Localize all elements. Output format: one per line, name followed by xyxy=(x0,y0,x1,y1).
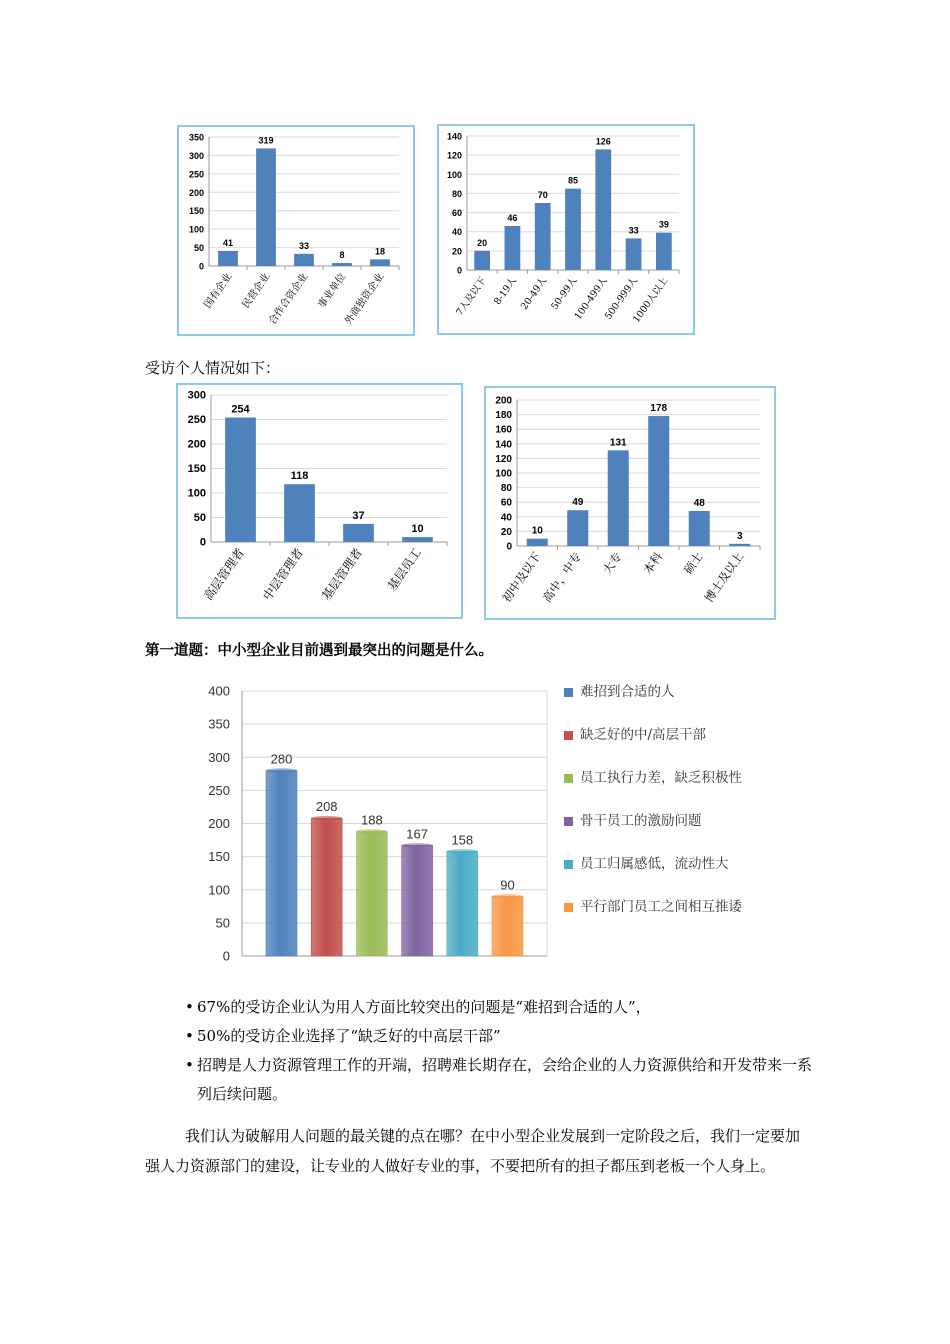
y-tick-label: 0 xyxy=(198,261,204,272)
bar xyxy=(689,511,710,546)
finding-item: • 67%的受访企业认为用人方面比较突出的问题是“难招到合适的人”， xyxy=(185,993,815,1022)
bar xyxy=(294,254,314,266)
y-tick-label: 350 xyxy=(208,716,230,732)
category-label: 500-999人 xyxy=(602,275,641,322)
data-label: 158 xyxy=(451,832,474,848)
category-label: 20-49人 xyxy=(519,275,550,312)
y-tick-label: 200 xyxy=(187,438,206,451)
category-label: 大专 xyxy=(600,549,625,577)
legend-item xyxy=(564,812,750,831)
data-label: 46 xyxy=(507,212,518,223)
intro-text: 受访个人情况如下： xyxy=(145,359,281,377)
bar xyxy=(284,484,315,542)
y-tick-label: 0 xyxy=(456,265,462,276)
legend-label: 平行部门员工之间相互推诿 xyxy=(580,899,742,915)
legend-label: 骨干员工的激励问题 xyxy=(580,813,702,829)
bar xyxy=(356,831,387,956)
y-tick-label: 80 xyxy=(500,483,512,495)
category-label: 民营企业 xyxy=(240,271,273,311)
y-tick-label: 80 xyxy=(451,188,462,199)
legend-item xyxy=(564,855,750,874)
data-label: 39 xyxy=(658,219,669,230)
data-label: 188 xyxy=(361,812,383,828)
category-label: 事业单位 xyxy=(316,271,349,311)
bar xyxy=(527,539,548,546)
legend-item xyxy=(564,898,750,917)
bar xyxy=(567,510,588,546)
y-tick-label: 150 xyxy=(188,206,204,217)
data-label: 49 xyxy=(572,497,584,509)
category-label: 外商独资企业 xyxy=(343,271,387,327)
y-tick-label: 120 xyxy=(446,150,462,161)
data-label: 33 xyxy=(298,240,310,251)
enterprise-size-chart-svg xyxy=(439,126,693,333)
legend-item xyxy=(564,769,750,788)
y-tick-label: 150 xyxy=(187,463,206,475)
y-tick-label: 180 xyxy=(495,410,512,422)
y-tick-label: 50 xyxy=(215,915,230,931)
data-label: 85 xyxy=(567,175,579,186)
data-label: 254 xyxy=(231,403,250,416)
y-tick-label: 200 xyxy=(495,395,512,407)
category-label: 基层管理者 xyxy=(319,545,365,603)
data-label: 70 xyxy=(537,190,548,200)
bar xyxy=(332,263,352,266)
bar xyxy=(256,148,276,266)
category-label: 高层管理者 xyxy=(201,545,247,603)
y-tick-label: 60 xyxy=(500,497,512,509)
data-label: 208 xyxy=(315,799,338,815)
category-label: 8-19人 xyxy=(492,275,519,307)
legend-label: 难招到合适的人 xyxy=(580,684,675,700)
y-tick-label: 150 xyxy=(208,849,230,865)
data-label: 10 xyxy=(531,525,543,537)
data-label: 319 xyxy=(258,135,274,146)
finding-item: • 招聘是人力资源管理工作的开端，招聘难长期存在，会给企业的人力资源供给和开发带来一系列后续问题。 xyxy=(185,1051,815,1109)
y-tick-label: 40 xyxy=(500,512,512,524)
y-tick-label: 50 xyxy=(193,243,204,254)
y-tick-label: 200 xyxy=(208,816,230,831)
bar xyxy=(492,896,523,956)
education-chart xyxy=(484,386,776,620)
y-tick-label: 100 xyxy=(208,882,230,898)
bar-top xyxy=(447,849,478,853)
data-label: 118 xyxy=(290,470,309,483)
bar-top xyxy=(311,816,342,820)
y-tick-label: 0 xyxy=(222,948,230,964)
legend-label: 员工归属感低，流动性大 xyxy=(580,856,729,872)
enterprise-type-chart-svg xyxy=(179,127,413,334)
category-label: 博士及以上 xyxy=(701,549,747,605)
legend-swatch xyxy=(564,688,573,697)
bar xyxy=(225,418,256,542)
legend-item xyxy=(564,726,750,745)
bar xyxy=(565,189,581,270)
data-label: 178 xyxy=(650,403,668,415)
y-tick-label: 100 xyxy=(188,224,204,235)
finding-item: • 50%的受访企业选择了“缺乏好的中高层干部” xyxy=(185,1022,815,1051)
category-label: 国有企业 xyxy=(202,271,235,311)
bar xyxy=(343,524,374,542)
legend-swatch xyxy=(564,731,573,740)
legend-swatch xyxy=(564,774,573,783)
data-label: 41 xyxy=(222,237,234,248)
question-heading: 第一道题：中小型企业目前遇到最突出的问题是什么。 xyxy=(145,643,493,659)
data-label: 48 xyxy=(693,497,705,509)
data-label: 33 xyxy=(628,225,639,236)
category-label: 硕士 xyxy=(681,549,706,577)
bar xyxy=(535,203,551,270)
y-tick-label: 250 xyxy=(208,782,230,798)
bar xyxy=(370,259,390,266)
category-label: 合作合资企业 xyxy=(267,271,311,327)
legend-swatch xyxy=(564,860,573,869)
y-tick-label: 160 xyxy=(495,424,512,436)
finding-list xyxy=(185,993,815,1109)
legend-label: 员工执行力差，缺乏积极性 xyxy=(580,770,742,786)
bar-top xyxy=(356,829,387,833)
bar xyxy=(474,251,490,270)
data-label: 37 xyxy=(352,509,365,522)
category-label: 7人及以下 xyxy=(454,275,489,318)
y-tick-label: 200 xyxy=(188,187,204,198)
data-label: 10 xyxy=(411,523,424,536)
y-tick-label: 140 xyxy=(446,131,462,142)
y-tick-label: 120 xyxy=(495,453,512,465)
y-tick-label: 100 xyxy=(446,169,462,180)
data-label: 20 xyxy=(477,237,488,248)
category-label: 基层员工 xyxy=(384,545,424,594)
y-tick-label: 20 xyxy=(451,246,462,257)
data-label: 18 xyxy=(374,246,386,257)
bar-top xyxy=(492,894,523,898)
y-tick-label: 60 xyxy=(451,208,462,219)
y-tick-label: 40 xyxy=(451,227,462,238)
y-tick-label: 350 xyxy=(188,132,204,143)
y-tick-label: 100 xyxy=(495,468,512,480)
data-label: 131 xyxy=(609,437,627,449)
data-label: 3 xyxy=(736,530,743,542)
y-tick-label: 0 xyxy=(506,541,512,553)
enterprise-size-chart xyxy=(437,124,695,335)
bar xyxy=(595,149,611,270)
position-level-chart xyxy=(176,383,463,619)
category-label: 初中及以下 xyxy=(499,549,544,605)
bar-top xyxy=(266,768,297,772)
category-label: 1000人以上 xyxy=(631,275,671,325)
bar-top xyxy=(402,843,433,847)
bar xyxy=(218,251,238,266)
category-label: 中层管理者 xyxy=(260,545,306,603)
education-chart-svg xyxy=(486,388,774,618)
category-label: 100-499人 xyxy=(572,275,610,322)
conclusion-paragraph: 我们认为破解用人问题的最关键的点在哪？在中小型企业发展到一定阶段之后，我们一定要加强人力资源部门的建设，让专业的人做好专业的事，不要把所有的担子都压到老板一个人身上。 xyxy=(145,1127,801,1175)
category-label: 50-99人 xyxy=(549,275,580,312)
bar xyxy=(648,416,669,546)
y-tick-label: 300 xyxy=(187,389,206,402)
legend-swatch xyxy=(564,817,573,826)
data-label: 280 xyxy=(270,751,293,767)
data-label: 90 xyxy=(500,877,515,893)
y-tick-label: 250 xyxy=(187,414,206,426)
enterprise-type-chart xyxy=(177,125,415,336)
category-label: 本科 xyxy=(640,549,666,577)
y-tick-label: 300 xyxy=(188,150,204,161)
y-tick-label: 300 xyxy=(208,749,230,765)
bar xyxy=(608,450,629,546)
y-tick-label: 140 xyxy=(495,439,512,451)
bar xyxy=(402,537,433,542)
data-label: 8 xyxy=(339,250,345,261)
bar xyxy=(505,226,521,270)
bar xyxy=(311,818,342,956)
category-label: 高中，中专 xyxy=(539,549,585,605)
bar xyxy=(402,845,433,956)
bar xyxy=(447,851,478,956)
legend-label: 缺乏好的中/高层干部 xyxy=(580,727,707,743)
bar xyxy=(729,544,750,546)
y-tick-label: 250 xyxy=(188,169,204,180)
legend-item xyxy=(564,683,750,702)
bar xyxy=(626,238,642,270)
y-tick-label: 100 xyxy=(187,487,206,500)
y-tick-label: 20 xyxy=(500,526,512,538)
position-level-chart-svg xyxy=(178,385,461,617)
legend-swatch xyxy=(564,903,573,912)
y-tick-label: 50 xyxy=(193,512,206,524)
bar xyxy=(266,771,297,957)
bar xyxy=(656,233,672,270)
y-tick-label: 400 xyxy=(208,683,230,699)
y-tick-label: 0 xyxy=(199,536,206,549)
data-label: 167 xyxy=(406,826,428,842)
data-label: 126 xyxy=(595,136,611,147)
